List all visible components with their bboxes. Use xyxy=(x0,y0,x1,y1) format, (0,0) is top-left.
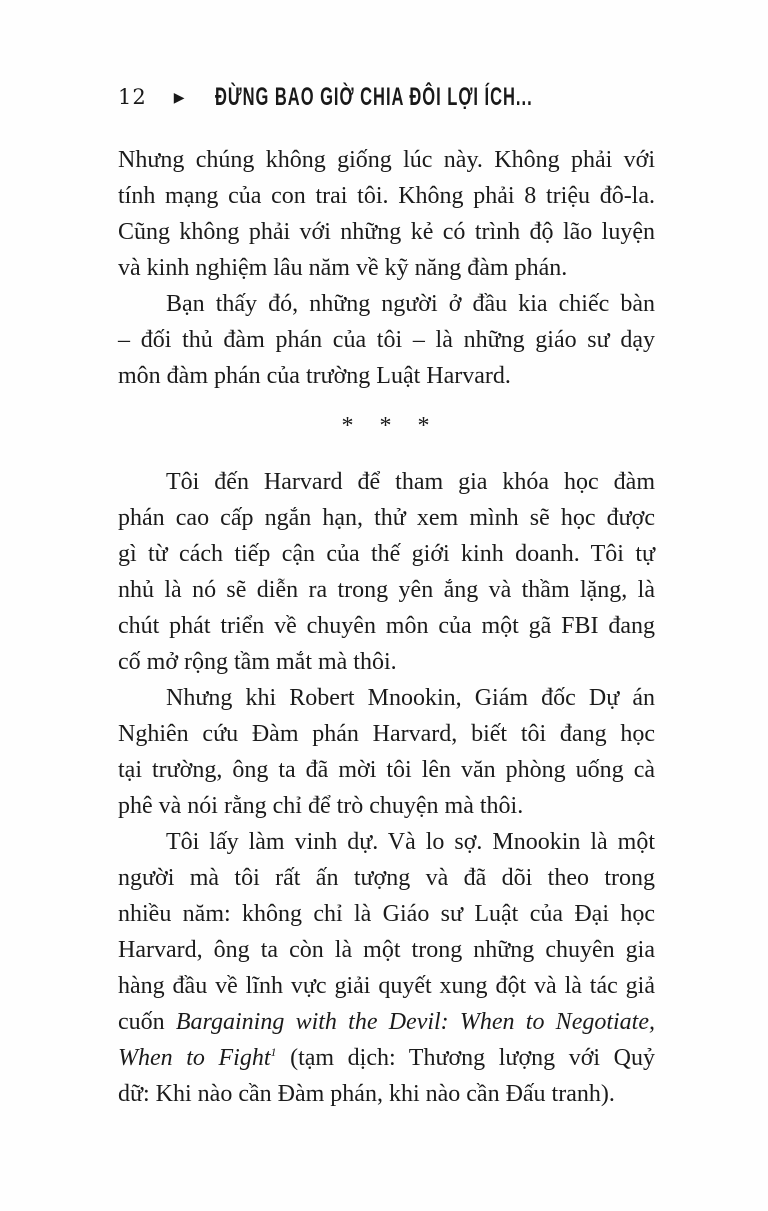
text-line: tính mạng của con trai tôi. Không phải 8 triệu đô-la. xyxy=(118,183,655,209)
text-line: Tôi đến Harvard để tham gia khóa học đàm xyxy=(166,469,655,495)
text-line xyxy=(118,1004,655,1040)
book-title-header: ĐỪNG BAO GIỜ CHIA ĐÔI LỢI ÍCH... xyxy=(214,82,533,111)
text-line: và kinh nghiệm lâu năm về kỹ năng đàm phán. xyxy=(118,255,568,281)
paragraph xyxy=(118,824,655,1112)
paragraph xyxy=(118,680,655,824)
text-line: Cũng không phải với những kẻ có trình độ lão luyện xyxy=(118,219,655,245)
text-line: phê và nói rằng chỉ để trò chuyện mà thôi. xyxy=(118,793,524,819)
text-line: Harvard, ông ta còn là một trong những chuyên gia xyxy=(118,937,655,963)
text-line: môn đàm phán của trường Luật Harvard. xyxy=(118,363,511,389)
text-line xyxy=(118,1040,655,1076)
footnote-marker: 1 xyxy=(270,1045,277,1059)
text-line: gì từ cách tiếp cận của thế giới kinh doanh. Tôi tự xyxy=(118,541,655,567)
text-segment: When to Fight xyxy=(118,1045,271,1071)
section-separator: * * * xyxy=(341,413,432,439)
arrow-right-icon: ▶ xyxy=(173,90,185,106)
text-line: hàng đầu về lĩnh vực giải quyết xung đột và là tác giả xyxy=(118,973,655,999)
text-line: dữ: Khi nào cần Đàm phán, khi nào cần Đấu tranh). xyxy=(118,1081,615,1107)
text-line: phán cao cấp ngắn hạn, thử xem mình sẽ học được xyxy=(118,505,655,531)
text-line: nhiều năm: không chỉ là Giáo sư Luật của Đại học xyxy=(118,901,655,927)
running-header xyxy=(118,82,655,112)
text-line: Tôi lấy làm vinh dự. Và lo sợ. Mnookin là một xyxy=(166,829,655,855)
text-line: Bạn thấy đó, những người ở đầu kia chiếc bàn xyxy=(166,291,655,317)
text-line: người mà tôi rất ấn tượng và đã dõi theo trong xyxy=(118,865,655,891)
header-title-wrap xyxy=(215,83,696,112)
text-line: Nghiên cứu Đàm phán Harvard, biết tôi đang học xyxy=(118,721,655,747)
text-line: Nhưng khi Robert Mnookin, Giám đốc Dự án xyxy=(166,685,655,711)
text-line: chút phát triển về chuyên môn của một gã FBI đang xyxy=(118,613,655,639)
paragraph xyxy=(118,464,655,680)
text-segment: (tạm dịch: Thương lượng với Quỷ xyxy=(276,1045,656,1071)
paragraph xyxy=(118,286,655,394)
text-line: – đối thủ đàm phán của tôi – là những giáo sư dạy xyxy=(118,327,655,353)
text-line: nhủ là nó sẽ diễn ra trong yên ắng và thầm lặng, là xyxy=(118,577,655,603)
page-number: 12 xyxy=(118,85,147,109)
text-segment: cuốn xyxy=(118,1009,176,1035)
text-line: Nhưng chúng không giống lúc này. Không phải với xyxy=(118,147,655,173)
text-line: tại trường, ông ta đã mời tôi lên văn phòng uống cà xyxy=(118,757,655,783)
text-line: cố mở rộng tầm mắt mà thôi. xyxy=(118,649,397,675)
book-page-body xyxy=(118,142,655,1112)
text-segment: Bargaining with the Devil: When to Negotiate, xyxy=(175,1009,655,1035)
paragraph xyxy=(118,142,655,286)
